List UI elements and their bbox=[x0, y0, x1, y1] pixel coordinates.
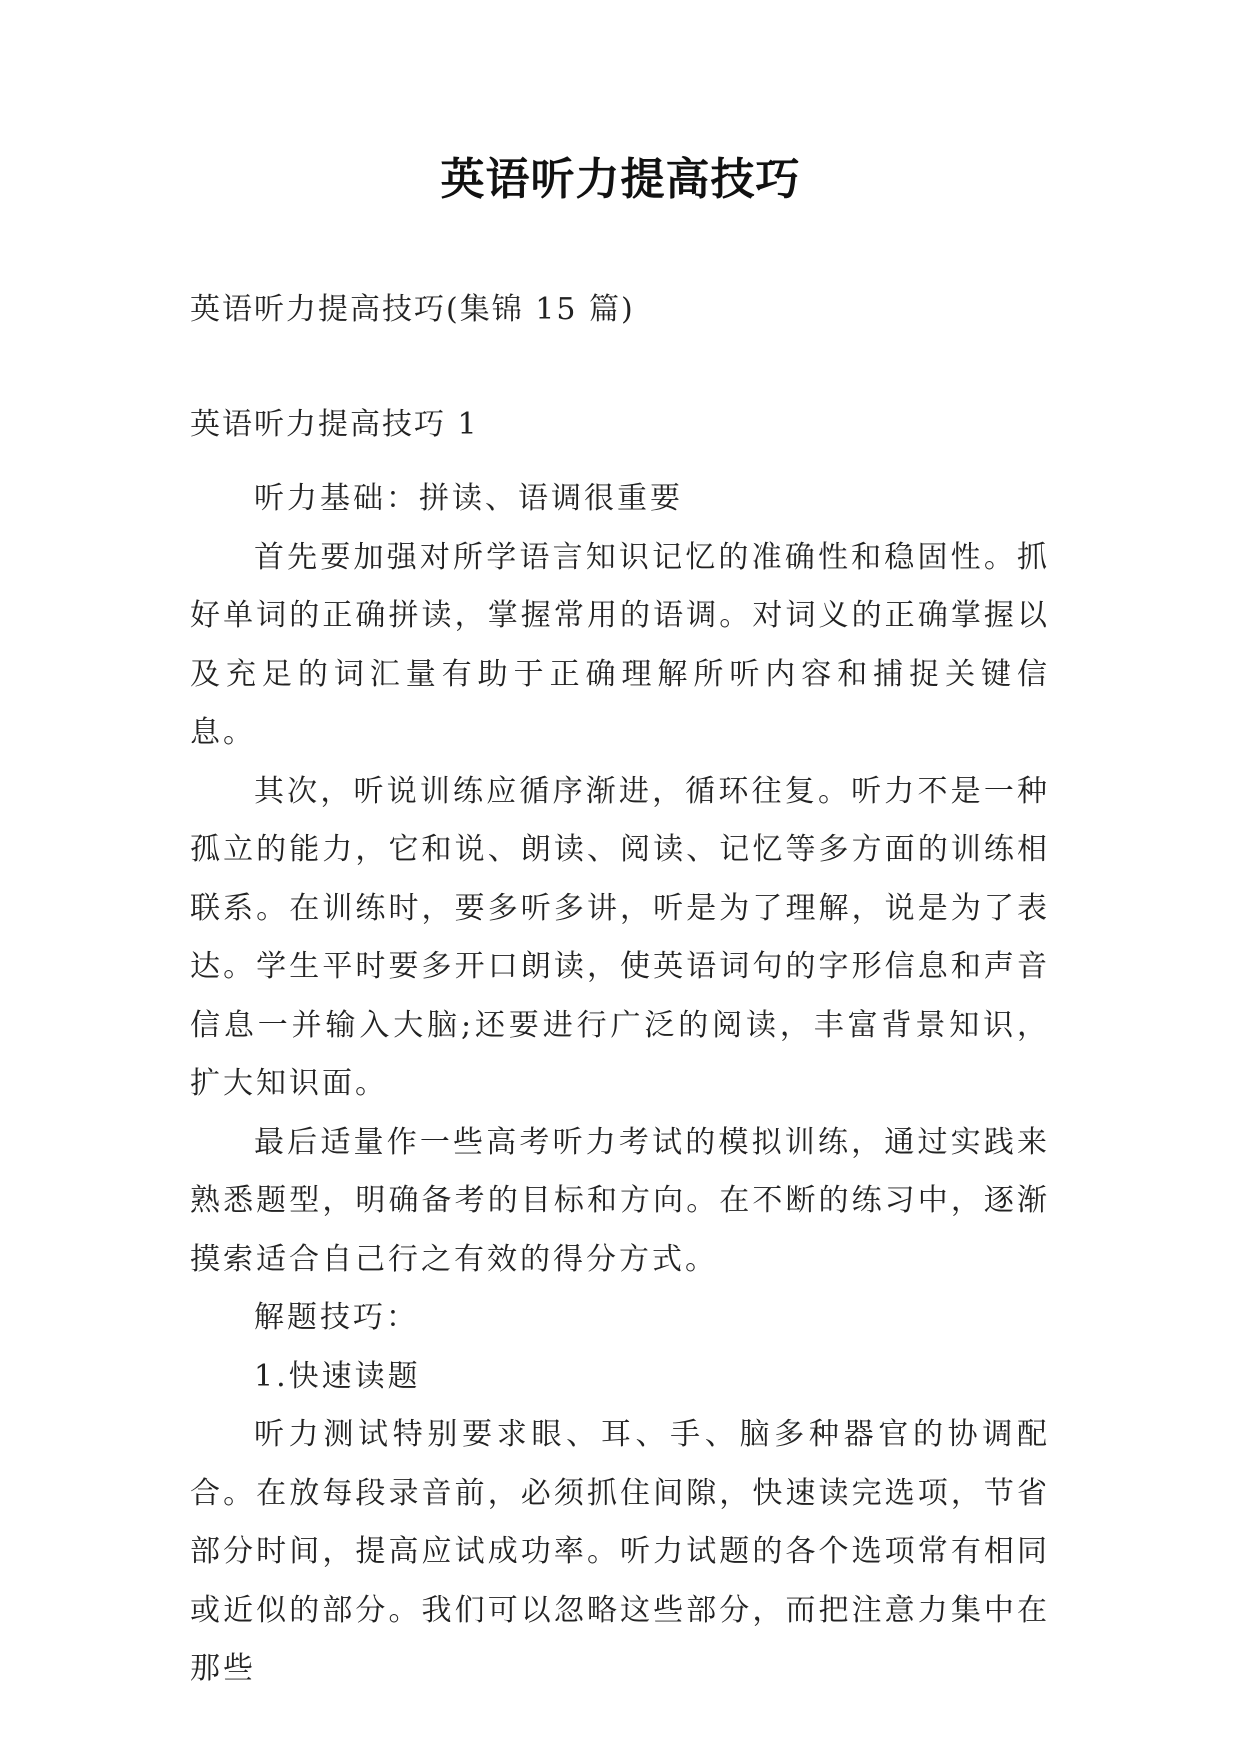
paragraph-second: 其次，听说训练应循序渐进，循环往复。听力不是一种孤立的能力，它和说、朗读、阅读、记忆等多方面的训练相联系。在训练时，要多听多讲，听是为了理解，说是为了表达。学生平时要多开口朗读，使英语词句的字形信息和声音信息一并输入大脑;还要进行广泛的阅读，丰富背景知识，扩大知识面。 bbox=[190, 773, 1050, 1101]
paragraph-quick-reading: 听力测试特别要求眼、耳、手、脑多种器官的协调配合。在放每段录音前，必须抓住间隙，快速读完选项，节省部分时间，提高应试成功率。听力试题的各个选项常有相同或近似的部分。我们可以忽略这些部分，而把注意力集中在那些 bbox=[190, 1417, 1050, 1686]
document-subtitle: 英语听力提高技巧(集锦 15 篇) bbox=[190, 292, 635, 327]
paragraph-last: 最后适量作一些高考听力考试的模拟训练，通过实践来熟悉题型，明确备考的目标和方向。在不断的练习中，逐渐摸索适合自己行之有效的得分方式。 bbox=[190, 1124, 1050, 1277]
body-text bbox=[190, 470, 1050, 1699]
paragraph-quick-reading-heading: 1.快速读题 bbox=[254, 1358, 421, 1394]
document-title: 英语听力提高技巧 bbox=[440, 154, 801, 205]
paragraph-first: 首先要加强对所学语言知识记忆的准确性和稳固性。抓好单词的正确拼读，掌握常用的语调。对词义的正确掌握以及充足的词汇量有助于正确理解所听内容和捕捉关键信 息。 bbox=[190, 539, 1050, 750]
paragraph-listening-basics: 听力基础：拼读、语调很重要 bbox=[254, 481, 683, 516]
section-heading: 英语听力提高技巧 1 bbox=[190, 407, 479, 442]
paragraph-solving-tips: 解题技巧： bbox=[254, 1300, 419, 1335]
